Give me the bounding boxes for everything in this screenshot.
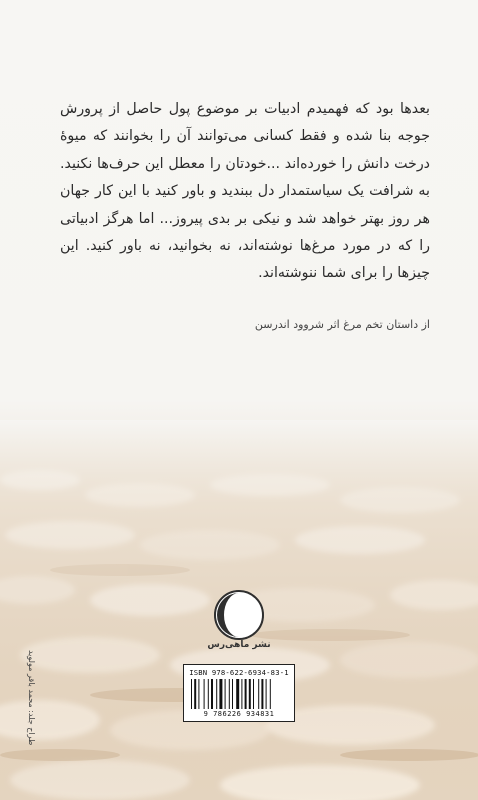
publisher-name: نشر ماهی‌رس: [207, 640, 271, 650]
barcode-bar: [191, 679, 192, 709]
isbn-barcode: [183, 664, 295, 722]
barcode-bar: [245, 679, 247, 709]
barcode-bar: [225, 679, 226, 709]
barcode-bar: [208, 679, 209, 709]
barcode-bar: [194, 679, 196, 709]
cover-designer-credit: طراح جلد: محمد باقر مولوید: [27, 649, 36, 745]
barcode-bar: [253, 679, 254, 709]
barcode-bar: [216, 679, 217, 709]
barcode-bar: [258, 679, 259, 709]
barcode-bar: [204, 679, 205, 709]
blurb-text: بعدها بود که فهمیدم ادبیات بر موضوع پول حاصل از پرورش جوجه بنا شده و فقط کسانی می‌توانند آن را بخوانند که میوهٔ درخت دانش را خورده‌اند ...خودتان را معطل این حرف‌ها نکنید. به شرافت یک سیاستمدار دل ببندید و باور کنید با این کار جهان هر روز بهتر خواهد شد و نیکی بر بدی پیروز... اما هرگز ادبیاتی را که در مورد مرغ‌ها نوشته‌اند، نه بخوانید، نه باور کنید. این چیزها را برای شما ننوشته‌اند.: [60, 101, 430, 282]
barcode-bar: [236, 679, 239, 709]
barcode-bars: [190, 679, 288, 709]
barcode-bar: [270, 679, 271, 709]
barcode-digits: 9 786226 934831: [203, 710, 275, 718]
barcode-bar: [266, 679, 267, 709]
crescent-circle-logo-icon: [212, 588, 266, 642]
barcode-bar: [219, 679, 222, 709]
barcode-bar: [229, 679, 230, 709]
isbn-number: ISBN 978-622-6934-83-1: [189, 668, 289, 677]
blurb-source: از داستان تخم مرغ اثر شروود اندرسن: [254, 318, 430, 331]
barcode-bar: [249, 679, 251, 709]
barcode-bar: [232, 679, 233, 709]
barcode-bar: [198, 679, 199, 709]
back-cover-blurb: [60, 96, 430, 288]
barcode-bar: [241, 679, 242, 709]
barcode-bar: [211, 679, 213, 709]
barcode-bar: [261, 679, 263, 709]
